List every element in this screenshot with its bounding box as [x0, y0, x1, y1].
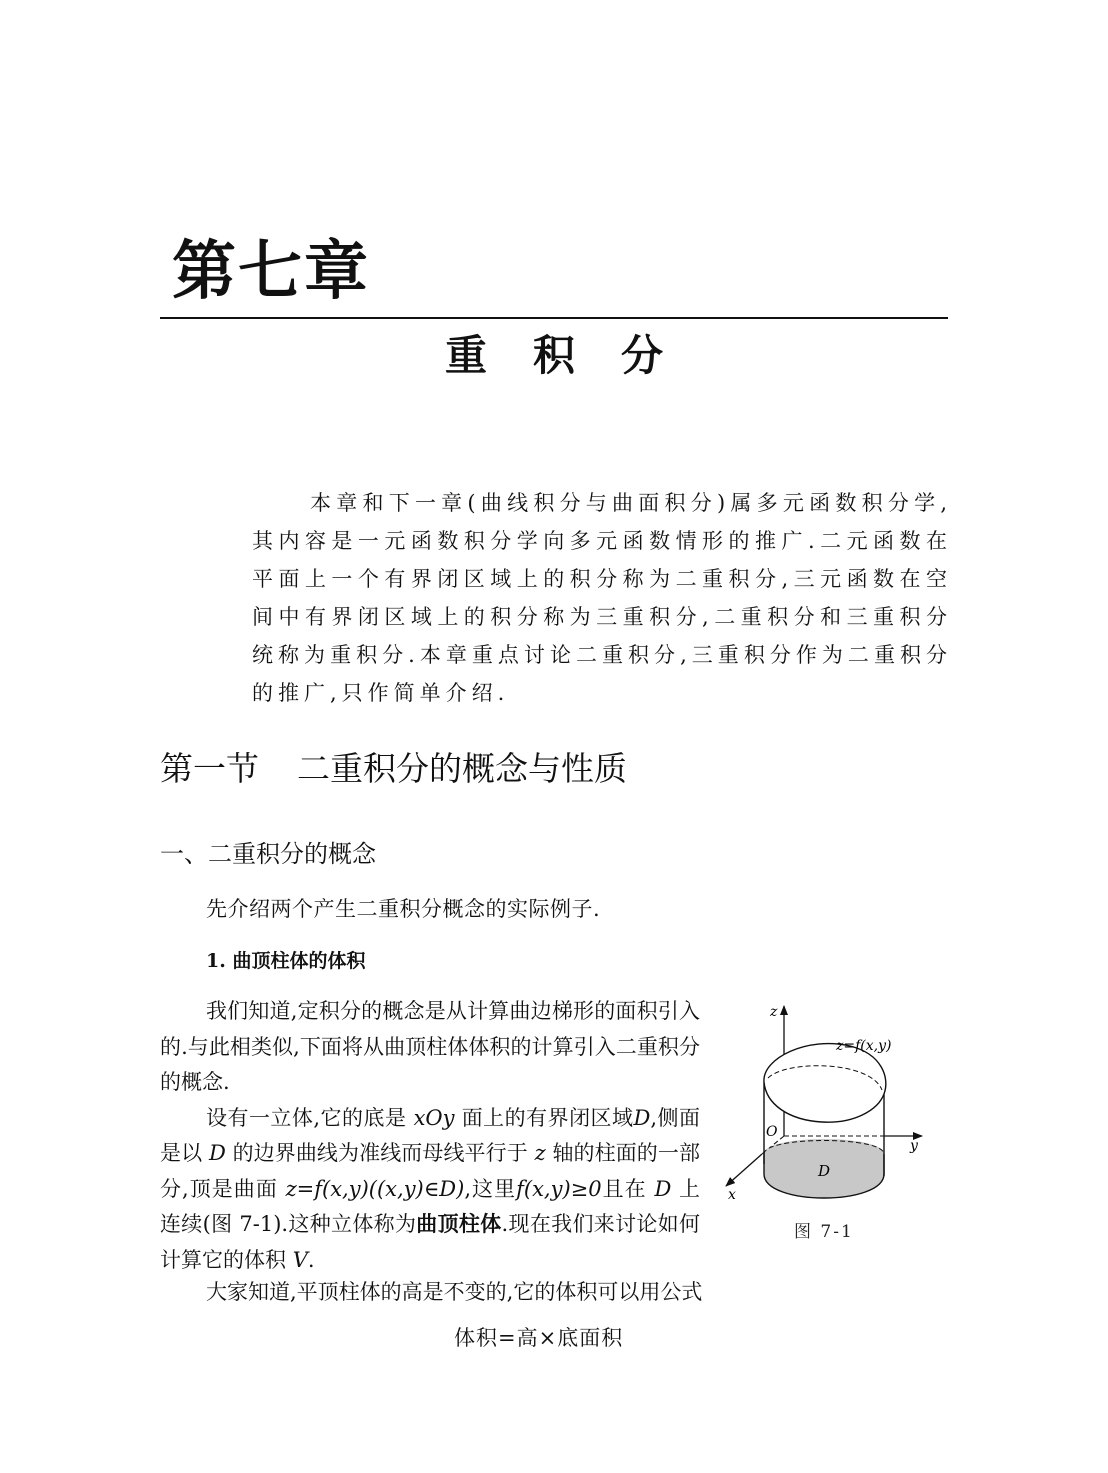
section-heading: [160, 746, 627, 792]
volume-symbol: V: [292, 1247, 308, 1272]
paragraph-3: 大家知道,平顶柱体的高是不变的,它的体积可以用公式: [206, 1280, 703, 1304]
axis-symbol: z: [534, 1141, 546, 1165]
plane-symbol: xOy: [413, 1105, 455, 1130]
volume-formula: 体积=高×底面积: [454, 1326, 624, 1350]
figure-7-1: [700, 996, 936, 1208]
surface-label: z=f(x,y): [836, 1038, 892, 1054]
item-number: 1.: [206, 950, 226, 972]
surface-equation: z=f(x,y)((x,y)∈D): [285, 1176, 465, 1201]
figure-caption: 图 7-1: [794, 1222, 854, 1242]
y-axis-label: y: [910, 1138, 918, 1154]
item-title: 曲顶柱体的体积: [232, 950, 366, 972]
lead-paragraph: 先介绍两个产生二重积分概念的实际例子.: [206, 897, 601, 921]
region-symbol: D: [654, 1176, 672, 1201]
z-axis-label: z: [770, 1004, 778, 1020]
section-title: 二重积分的概念与性质: [297, 749, 627, 788]
paragraph-2: 设有一立体,它的底是 xOy 面上的有界闭区域D,侧面是以 D 的边界曲线为准线而母线平行于 z 轴的柱面的一部分,顶是曲面 z=f(x,y)((x,y)∈D),这里f(x,y)≥0且在 D 上连续(图 7-1).这种立体称为曲顶柱体.现在我们来讨论如何计算它的体积 V.: [160, 1105, 700, 1272]
x-axis-arrow: [726, 1154, 762, 1186]
top-surface-front: [764, 1044, 886, 1123]
section-number: 第一节: [160, 749, 259, 788]
paragraph-1: 我们知道,定积分的概念是从计算曲边梯形的面积引入的.与此相类似,下面将从曲顶柱体体积的计算引入二重积分的概念.: [160, 999, 700, 1094]
chapter-introduction: 本章和下一章(曲线积分与曲面积分)属多元函数积分学,其内容是一元函数积分学向多元函数情形的推广.二元函数在平面上一个有界闭区域上的积分称为二重积分,三元函数在空间中有界闭区域上的积分称为三重积分,二重积分和三重积分统称为重积分.本章重点讨论二重积分,三重积分作为二重积分的推广,只作简单介绍.: [252, 491, 952, 705]
body-text: [160, 994, 700, 1278]
x-axis-label: x: [728, 1187, 736, 1203]
region-symbol: D: [633, 1105, 651, 1130]
key-term: 曲顶柱体: [416, 1212, 502, 1236]
origin-label: O: [766, 1124, 778, 1140]
chapter-divider: [160, 317, 948, 319]
chapter-title: 重积分: [444, 331, 709, 380]
condition-expression: f(x,y)≥0: [516, 1176, 602, 1201]
item-heading: [206, 944, 365, 978]
subsection-heading: 一、二重积分的概念: [160, 840, 376, 868]
region-label: D: [818, 1162, 831, 1180]
region-symbol: D: [208, 1141, 226, 1165]
chapter-label: 第七章: [172, 235, 370, 309]
